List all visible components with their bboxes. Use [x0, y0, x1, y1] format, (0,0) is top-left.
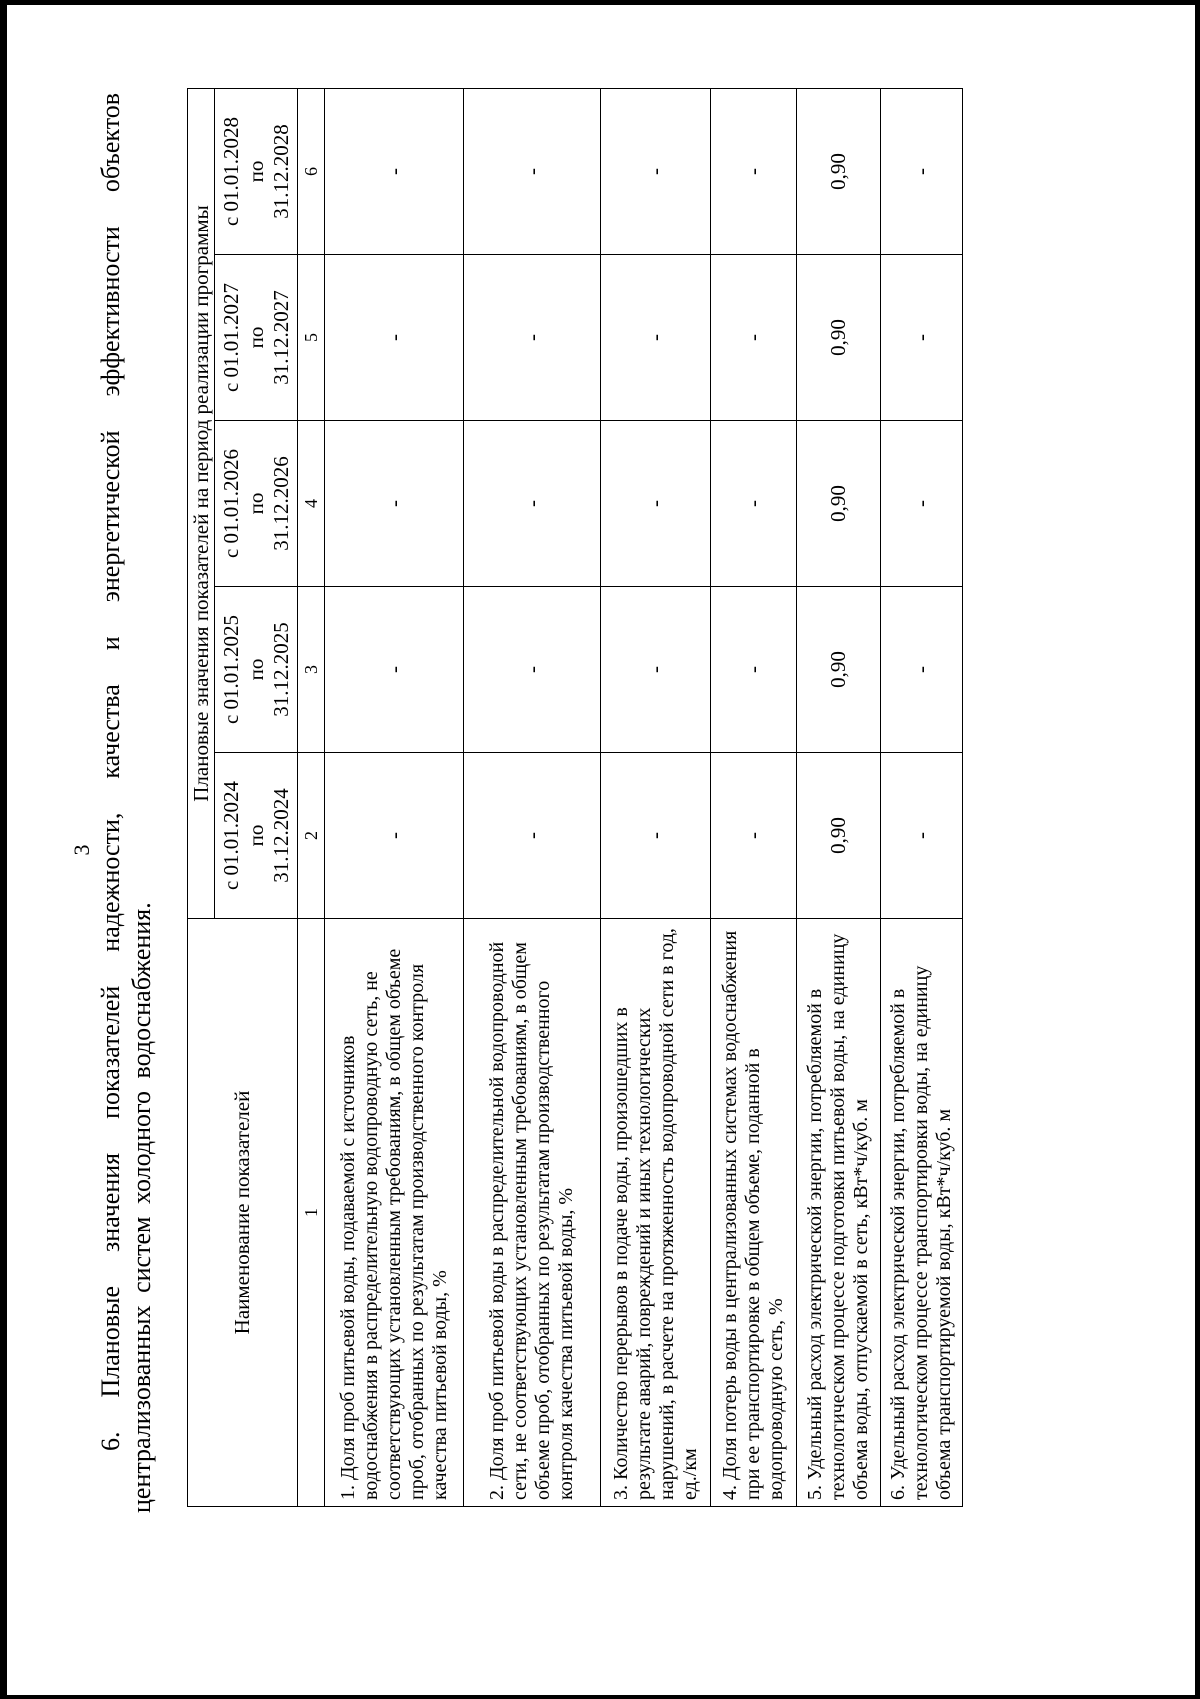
indicator-value: -: [881, 255, 963, 421]
indicator-name: 5. Удельный расход электрической энергии, потребляемой в технологическом процессе подготовки питьевой воды, на единицу объема воды, отпускаемой в сеть, кВт*ч/куб. м: [797, 919, 881, 1507]
indicator-value: -: [881, 88, 963, 254]
indicators-table: [187, 88, 963, 1507]
indicator-value: 0,90: [797, 421, 881, 587]
page-number: 3: [69, 844, 94, 856]
indicator-value: 0,90: [797, 88, 881, 254]
indicator-name: 4. Доля потерь воды в централизованных системах водоснабжения при ее транспортировке в общем объеме, поданной в водопроводную сеть, %: [711, 919, 797, 1507]
table-row: [601, 88, 711, 1506]
indicator-value: -: [464, 753, 601, 919]
indicator-value: -: [601, 88, 711, 254]
header-period-2025: с 01.01.2025 по 31.12.2025: [215, 587, 298, 753]
indicator-value: 0,90: [797, 587, 881, 753]
column-number: 4: [298, 421, 325, 587]
indicator-value: -: [464, 421, 601, 587]
header-period-2027: с 01.01.2027 по 31.12.2027: [215, 255, 298, 421]
header-period-2024: с 01.01.2024 по 31.12.2024: [215, 753, 298, 919]
table-row: [464, 88, 601, 1506]
table-row: [881, 88, 963, 1506]
column-number: 5: [298, 255, 325, 421]
indicator-value: -: [711, 88, 797, 254]
indicator-value: -: [464, 587, 601, 753]
indicator-value: -: [711, 255, 797, 421]
indicator-name: 2. Доля проб питьевой воды в распределительной водопроводной сети, не соответствующих установленным требованиям, в общем объеме проб, отобранных по результатам производственного контроля качества питьевой воды, %: [464, 919, 601, 1507]
indicator-value: -: [325, 421, 464, 587]
section-heading: 6. Плановые значения показателей надежности, качества и энергетической эффективности объектов централизованных систем холодного водоснабжения.: [96, 93, 156, 1513]
indicator-value: -: [711, 753, 797, 919]
table-row: [711, 88, 797, 1506]
table-header-row: [188, 88, 215, 1506]
indicator-value: -: [464, 255, 601, 421]
indicator-value: -: [601, 587, 711, 753]
indicator-name: 3. Количество перерывов в подаче воды, произошедших в результате аварий, повреждений и иных технологических нарушений, в расчете на протяженность водопроводной сети в год, ед./км: [601, 919, 711, 1507]
column-number: 1: [298, 919, 325, 1507]
header-planned-values: Плановые значения показателей на период реализации программы: [188, 88, 215, 918]
indicator-value: -: [881, 587, 963, 753]
indicator-name: 6. Удельный расход электрической энергии, потребляемой в технологическом процессе транспортировки воды, на единицу объема транспортируемой воды, кВт*ч/куб. м: [881, 919, 963, 1507]
indicator-value: -: [325, 88, 464, 254]
landscape-content: [7, 5, 1195, 1695]
indicator-value: -: [601, 753, 711, 919]
table-row: [325, 88, 464, 1506]
indicator-value: -: [711, 587, 797, 753]
header-period-2026: с 01.01.2026 по 31.12.2026: [215, 421, 298, 587]
indicator-value: -: [325, 255, 464, 421]
indicator-value: -: [325, 587, 464, 753]
indicator-value: -: [881, 421, 963, 587]
table-column-numbers-row: [298, 88, 325, 1506]
indicator-value: -: [601, 255, 711, 421]
indicator-value: 0,90: [797, 255, 881, 421]
column-number: 2: [298, 753, 325, 919]
indicator-name: 1. Доля проб питьевой воды, подаваемой с источников водоснабжения в распределительную водопроводную сеть, не соответствующих установленным требованиям, в общем объеме проб, отобранных по результатам производственного контроля качества питьевой воды, %: [325, 919, 464, 1507]
document-page: [7, 5, 1195, 1695]
column-number: 3: [298, 587, 325, 753]
indicator-value: -: [464, 88, 601, 254]
table-row: [797, 88, 881, 1506]
indicator-value: -: [881, 753, 963, 919]
header-period-2028: с 01.01.2028 по 31.12.2028: [215, 88, 298, 254]
indicator-value: -: [325, 753, 464, 919]
column-number: 6: [298, 88, 325, 254]
indicator-value: -: [601, 421, 711, 587]
indicator-value: 0,90: [797, 753, 881, 919]
header-indicator-name: Наименование показателей: [188, 919, 298, 1507]
indicator-value: -: [711, 421, 797, 587]
